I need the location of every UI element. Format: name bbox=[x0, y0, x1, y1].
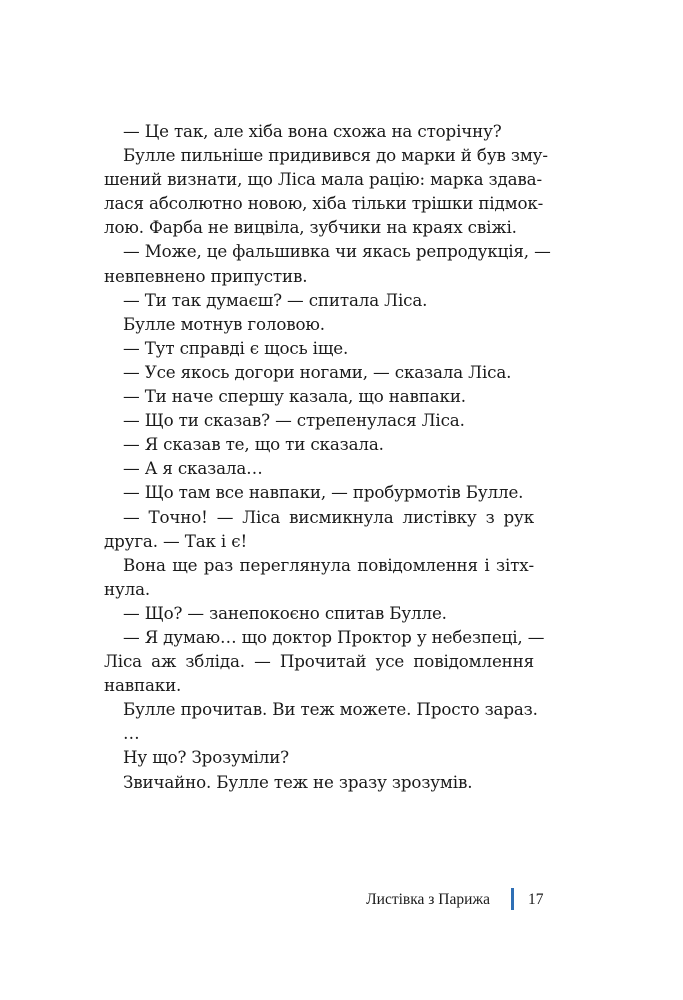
text-line: Булле пильніше придивився до марки й був зму- bbox=[123, 145, 548, 166]
text-line: — Усе якось догори ногами, — сказала Ліса. bbox=[123, 361, 512, 382]
page-body-text bbox=[104, 119, 551, 794]
text-line: Ліса аж збліда. — Прочитай усе повідомлення bbox=[104, 651, 534, 672]
text-line: — Що? — занепокоєно спитав Булле. bbox=[123, 602, 447, 623]
text-line: невпевнено припустив. bbox=[104, 265, 308, 286]
text-line: — А я сказала… bbox=[123, 458, 263, 479]
text-line: лася абсолютно новою, хіба тільки трішки підмок- bbox=[104, 193, 544, 214]
text-line: навпаки. bbox=[104, 675, 182, 696]
text-line: — Що там все навпаки, — пробурмотів Булле. bbox=[123, 482, 524, 503]
running-title: Листівка з Парижа bbox=[366, 891, 490, 908]
text-line: … bbox=[123, 723, 140, 744]
text-line: — Тут справді є щось іще. bbox=[123, 337, 349, 358]
text-line: Звичайно. Булле теж не зразу зрозумів. bbox=[123, 771, 473, 792]
text-line: Вона ще раз переглянула повідомлення і зітх- bbox=[123, 554, 534, 575]
text-line: Булле мотнув головою. bbox=[123, 313, 325, 334]
text-line: Ну що? Зрозуміли? bbox=[123, 747, 289, 768]
text-line: — Що ти сказав? — стрепенулася Ліса. bbox=[123, 410, 465, 431]
text-line: шений визнати, що Ліса мала рацію: марка здава- bbox=[104, 169, 542, 190]
text-line: — Може, це фальшивка чи якась репродукція, — bbox=[123, 241, 551, 262]
text-line: — Я думаю… що доктор Проктор у небезпеці, — bbox=[123, 626, 545, 647]
text-line: Булле прочитав. Ви теж можете. Просто зараз. bbox=[123, 699, 538, 720]
text-line: — Це так, але хіба вона схожа на сторічну? bbox=[123, 121, 502, 141]
text-line: — Точно! — Ліса висмикнула листівку з рук bbox=[123, 506, 534, 527]
text-line: — Я сказав те, що ти сказала. bbox=[123, 434, 384, 455]
text-line: — Ти наче спершу казала, що навпаки. bbox=[123, 386, 466, 407]
text-line: — Ти так думаєш? — спитала Ліса. bbox=[123, 289, 428, 310]
page-footer bbox=[0, 888, 683, 912]
page-number: 17 bbox=[528, 891, 544, 908]
text-line: друга. — Так і є! bbox=[104, 530, 248, 551]
text-line: лою. Фарба не вицвіла, зубчики на краях свіжі. bbox=[104, 217, 517, 238]
footer-divider bbox=[511, 888, 514, 910]
text-line: нула. bbox=[104, 578, 151, 599]
